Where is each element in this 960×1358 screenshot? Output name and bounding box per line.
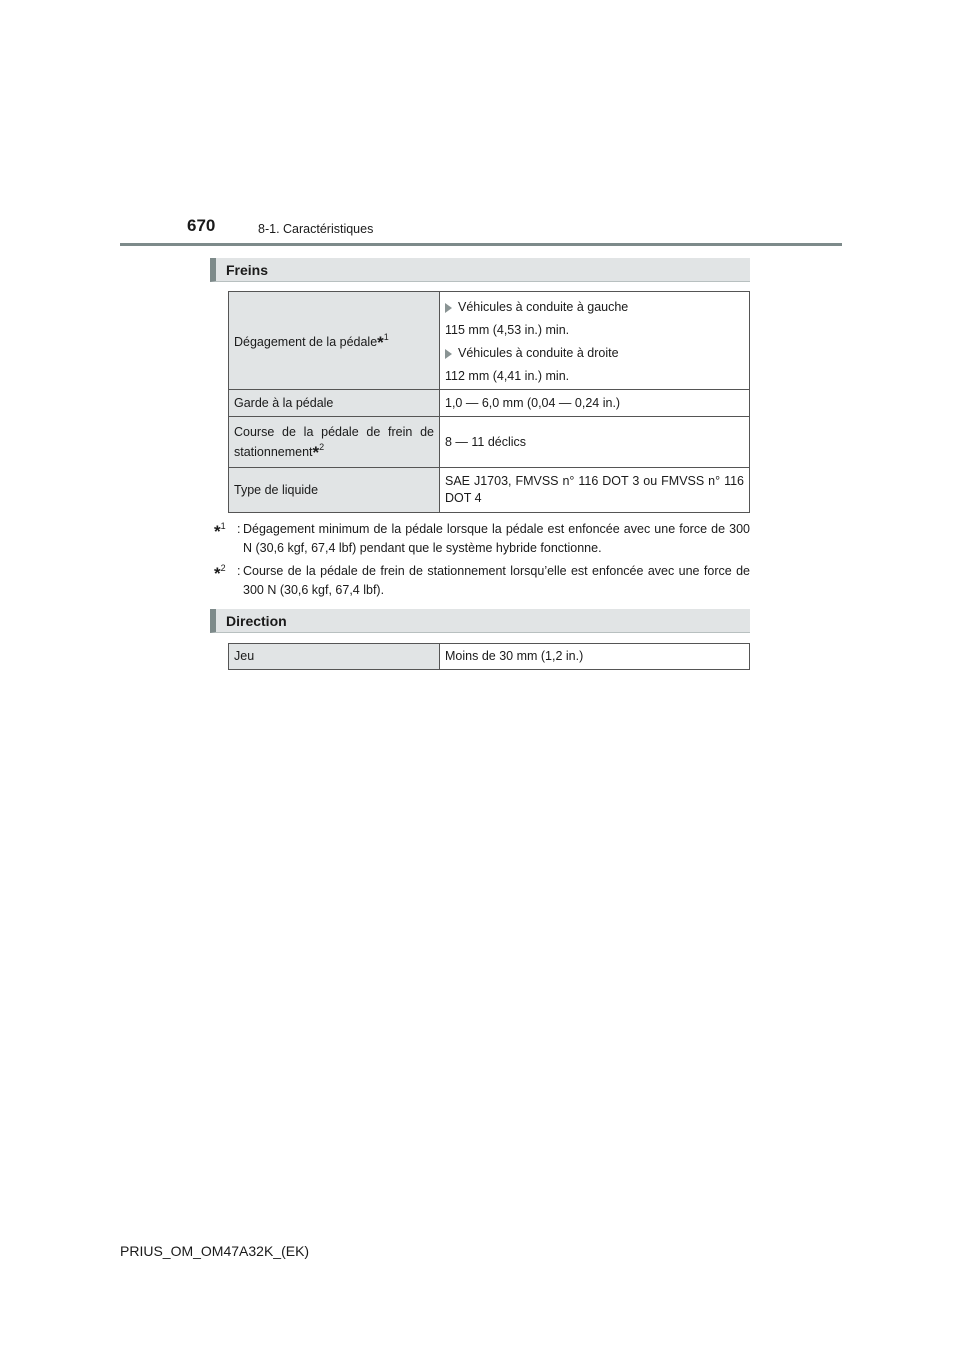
table-row [229, 417, 750, 468]
triangle-bullet-icon [445, 303, 452, 313]
page-number: 670 [187, 216, 216, 235]
parking-brake-travel-label [229, 417, 440, 468]
footnote-colon: : [237, 522, 241, 536]
table-row [229, 468, 750, 513]
footnote-star: * [214, 564, 221, 583]
table-row [229, 292, 750, 390]
footnote-number: 2 [319, 441, 325, 452]
direction-heading-text: Direction [226, 613, 287, 629]
triangle-bullet-icon [445, 349, 452, 359]
parking-brake-travel-label-text: Course de la pédale de frein de stationnement [234, 424, 434, 459]
footnote-number: 1 [220, 521, 226, 531]
parking-brake-travel-value: 8 — 11 déclics [440, 417, 750, 468]
lhd-subheading-text: Véhicules à conduite à gauche [458, 300, 629, 315]
footnote-1-marker [214, 520, 226, 541]
steering-play-value: Moins de 30 mm (1,2 in.) [440, 644, 750, 670]
footnote-colon: : [237, 564, 241, 578]
freins-heading-text: Freins [226, 262, 269, 278]
footnote-1-text: Dégagement minimum de la pédale lorsque la pédale est enfoncée avec une force de 300 N (30,6 kgf, 67,4 lbf) pendant que le système hybride fonctionne. [243, 522, 750, 555]
footnote-star: * [214, 522, 221, 541]
rhd-value: 112 mm (4,41 in.) min. [445, 368, 570, 383]
footnote-2 [210, 562, 750, 600]
footnote-star: * [312, 442, 320, 462]
table-row [229, 644, 750, 670]
document-code: PRIUS_OM_OM47A32K_(EK) [120, 1243, 310, 1259]
footnote-number: 1 [383, 331, 389, 342]
steering-play-label: Jeu [229, 644, 440, 670]
footnote-star: * [377, 332, 384, 352]
pedal-clearance-label-text: Dégagement de la pédale [234, 334, 378, 349]
lhd-value: 115 mm (4,53 in.) min. [445, 323, 570, 338]
pedal-clearance-label [229, 292, 440, 390]
pedal-play-label: Garde à la pédale [229, 390, 440, 417]
direction-heading [210, 609, 750, 633]
freins-heading [210, 258, 750, 282]
pedal-play-value: 1,0 — 6,0 mm (0,04 — 0,24 in.) [440, 390, 750, 417]
footnote-number: 2 [220, 563, 226, 573]
direction-table [228, 643, 750, 670]
section-title: 8-1. Caractéristiques [258, 222, 374, 236]
pedal-clearance-value [440, 292, 750, 390]
fluid-type-label: Type de liquide [229, 468, 440, 513]
rhd-subheading-text: Véhicules à conduite à droite [458, 346, 619, 360]
fluid-type-value: SAE J1703, FMVSS n° 116 DOT 3 ou FMVSS n° 116 DOT 4 [440, 468, 750, 513]
footnote-2-marker [214, 562, 226, 583]
footnote-1 [210, 520, 750, 558]
freins-table [228, 291, 750, 513]
header-rule [120, 243, 842, 246]
footnote-2-text: Course de la pédale de frein de stationnement lorsqu’elle est enfoncée avec une force de 300 N (30,6 kgf, 67,4 lbf). [243, 564, 750, 597]
rhd-subheading [445, 345, 744, 362]
table-row [229, 390, 750, 417]
lhd-subheading [445, 299, 744, 316]
